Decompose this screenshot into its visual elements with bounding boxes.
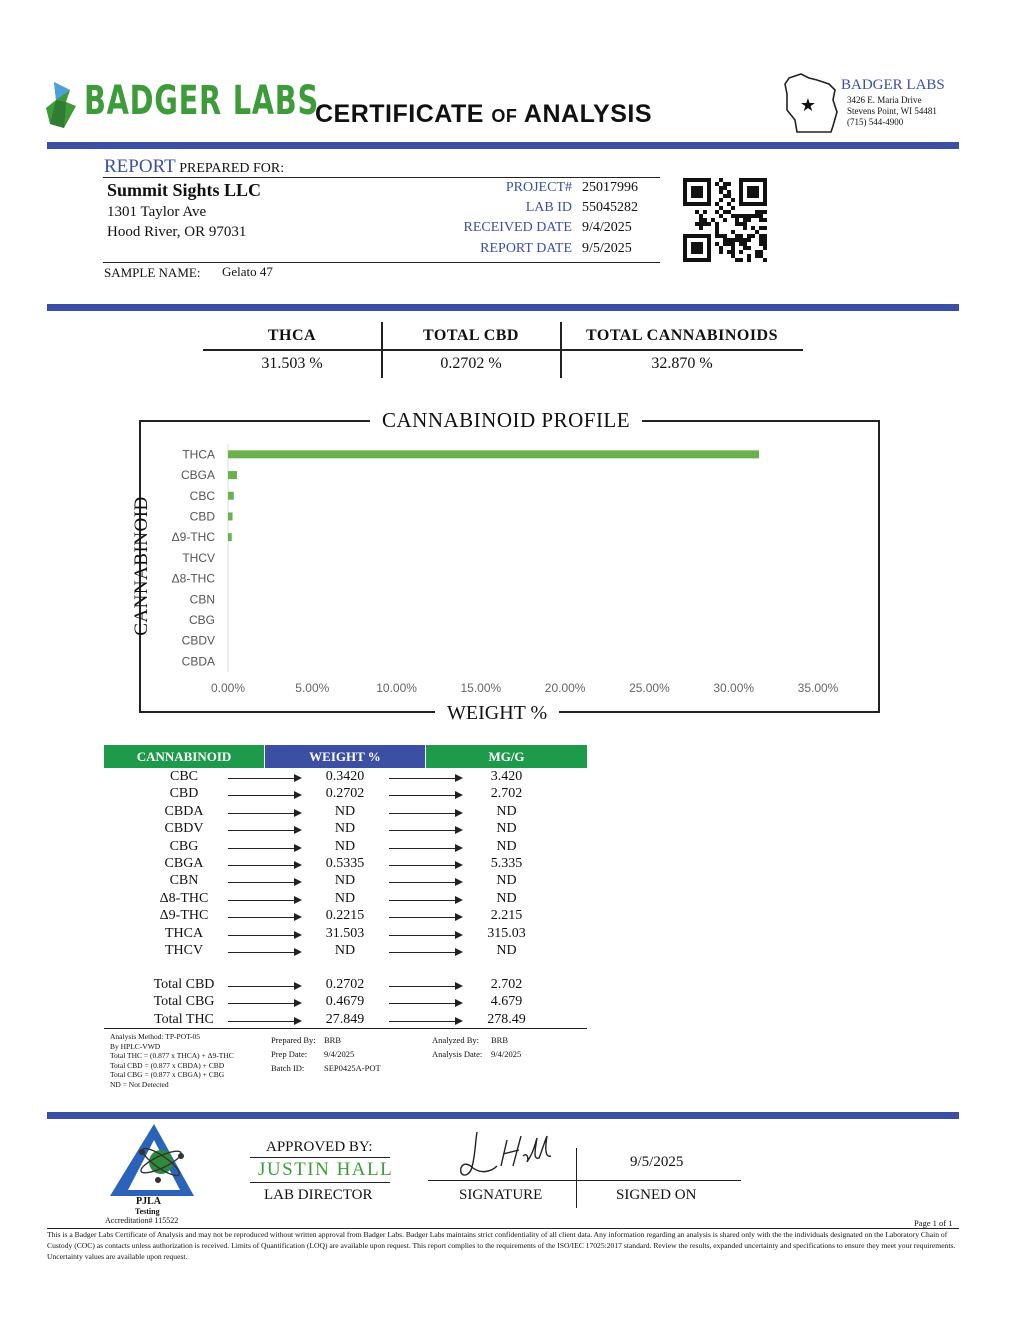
section-divider — [47, 304, 959, 311]
summary-separator — [381, 322, 383, 378]
qr-code-icon[interactable] — [683, 178, 767, 262]
table-row-weight: 0.5335 — [325, 856, 365, 871]
row-arrow-icon — [389, 778, 461, 779]
total-row-mg: 278.49 — [487, 1011, 526, 1027]
lab-id-label: LAB ID — [525, 200, 572, 215]
row-arrow-icon — [389, 865, 461, 866]
total-row-name: Total THC — [154, 1011, 214, 1027]
signed-date: 9/5/2025 — [630, 1154, 684, 1170]
report-underline — [103, 177, 660, 178]
chart-x-tick-label: 30.00% — [713, 681, 755, 695]
chart-bar — [228, 450, 759, 458]
approved-by-label: APPROVED BY: — [266, 1139, 373, 1155]
method-note: Total CBG = (0.877 x CBGA) + CBG — [110, 1070, 225, 1079]
table-row-weight: ND — [334, 943, 356, 958]
row-arrow-icon — [228, 935, 300, 936]
cannabinoid-bar-chart — [150, 440, 870, 700]
signed-on-label: SIGNED ON — [616, 1187, 697, 1203]
project-number-value: 25017996 — [582, 180, 638, 195]
client-address-line2: Hood River, OR 97031 — [107, 224, 247, 240]
row-arrow-icon — [389, 813, 461, 814]
row-arrow-icon — [389, 1003, 461, 1004]
total-row-weight: 0.4679 — [325, 994, 365, 1010]
table-row-mg: 3.420 — [490, 769, 523, 784]
total-row-mg: 4.679 — [490, 994, 523, 1010]
project-number-label: PROJECT# — [505, 180, 572, 195]
report-date-value: 9/5/2025 — [582, 241, 632, 256]
table-row-mg: 315.03 — [487, 925, 526, 941]
legal-disclaimer: This is a Badger Labs Certificate of Analysis and may not be reproduced without written approval from Badger Labs. Badger Labs maintains strict confidentiality of all client data. Any information regarding an analysis is shared only with the the individuals designated on the Laboratory Chain of Custody (COC) as contacts unless authorization is received. Limits of Quantification (LOQ) are available upon request. This report complies to the requirements of the ISO/IEC 17025:2017 standard. Review the results, expanded uncertainty and specifications to ensure they meet your requirements. Uncertainty values are available upon request. — [47, 1230, 956, 1261]
chart-x-tick-label: 20.00% — [544, 681, 586, 695]
lab-address — [847, 95, 937, 128]
client-address-line1: 1301 Taylor Ave — [107, 204, 207, 220]
chart-category-label: CBDV — [181, 633, 215, 648]
chart-category-label: CBGA — [180, 468, 215, 483]
chart-category-label: CBN — [189, 592, 215, 607]
row-arrow-icon — [228, 795, 300, 796]
analyzed-by-label: Analyzed By: — [432, 1035, 479, 1045]
analysis-date-label: Analysis Date: — [432, 1049, 483, 1059]
chart-category-label: CBDA — [181, 654, 215, 669]
header-divider — [47, 142, 959, 149]
prepared-for-label: PREPARED FOR: — [179, 161, 285, 176]
accreditation-number: Accreditation# 115522 — [105, 1216, 179, 1225]
row-arrow-icon — [228, 882, 300, 883]
prepared-by-label: Prepared By: — [271, 1035, 316, 1045]
title-part-analysis: ANALYSIS — [523, 100, 653, 128]
row-arrow-icon — [389, 848, 461, 849]
prepared-by-value: BRB — [324, 1035, 342, 1045]
total-row-weight: 27.849 — [325, 1011, 365, 1027]
table-row-weight: 0.2702 — [325, 786, 365, 802]
chart-category-label: THCA — [182, 447, 215, 462]
chart-category-label: Δ9-THC — [171, 530, 215, 545]
prep-date-value: 9/4/2025 — [324, 1049, 355, 1059]
handwritten-signature-icon — [455, 1126, 555, 1182]
approver-rule — [250, 1182, 390, 1183]
row-arrow-icon — [228, 986, 300, 987]
chart-bar — [228, 492, 234, 500]
badger-labs-logo-icon — [44, 80, 82, 130]
signature-separator — [576, 1148, 577, 1208]
table-row-mg: 2.702 — [490, 786, 523, 802]
brand-name: BADGER LABS — [84, 78, 319, 124]
chart-category-label: THCV — [182, 550, 215, 565]
table-row-mg: 5.335 — [490, 856, 523, 871]
table-row-weight: 0.3420 — [325, 769, 365, 784]
chart-category-label: CBC — [189, 488, 215, 503]
batch-id-label: Batch ID: — [271, 1063, 305, 1073]
row-arrow-icon — [389, 900, 461, 901]
table-row-weight: ND — [334, 821, 356, 837]
table-row-weight: ND — [334, 890, 356, 906]
method-note: ND = Not Detected — [110, 1079, 169, 1089]
row-arrow-icon — [389, 917, 461, 918]
report-info-divider — [103, 262, 660, 263]
received-date-value: 9/4/2025 — [582, 220, 632, 235]
table-row-name: CBDV — [164, 821, 204, 837]
row-arrow-icon — [228, 917, 300, 918]
prep-info — [271, 1033, 381, 1075]
approver-name: JUSTIN HALL — [258, 1159, 394, 1180]
summary-rule — [203, 349, 803, 351]
chart-title: CANNABINOID PROFILE — [370, 408, 642, 433]
table-row-mg: ND — [496, 890, 517, 906]
summary-total-cbd-label: TOTAL CBD — [423, 327, 519, 344]
table-row-name: CBN — [169, 873, 199, 889]
chart-category-label: CBG — [188, 612, 215, 627]
pjla-accreditation-logo-icon — [106, 1122, 198, 1198]
summary-total-cannabinoids-label: TOTAL CANNABINOIDS — [585, 327, 778, 344]
prep-date-label: Prep Date: — [271, 1049, 308, 1059]
chart-bar — [228, 471, 237, 479]
total-row-name: Total CBG — [153, 994, 215, 1010]
table-row-name: THCV — [164, 943, 204, 958]
method-note: Analysis Method: TP-POT-05 — [110, 1032, 201, 1041]
table-header-weight: WEIGHT % — [265, 745, 425, 768]
row-arrow-icon — [228, 848, 300, 849]
report-prepared-for — [104, 156, 284, 178]
table-row-weight: 0.2215 — [325, 908, 365, 924]
lab-address-line: 3426 E. Maria Drive — [847, 95, 922, 105]
approval-divider — [47, 1112, 959, 1119]
table-row-name: CBGA — [164, 856, 204, 871]
row-arrow-icon — [389, 986, 461, 987]
chart-x-tick-label: 5.00% — [295, 681, 330, 695]
row-arrow-icon — [228, 778, 300, 779]
chart-x-tick-label: 25.00% — [629, 681, 670, 695]
table-row-mg: ND — [496, 821, 517, 837]
summary-thca-label: THCA — [267, 327, 317, 344]
row-arrow-icon — [389, 1021, 461, 1022]
row-arrow-icon — [228, 900, 300, 901]
method-note: Total THC = (0.877 x THCA) + Δ9-THC — [110, 1051, 234, 1060]
wisconsin-map-star-icon — [783, 70, 841, 136]
table-row-name: CBDA — [164, 803, 204, 819]
chart-x-tick-label: 15.00% — [460, 681, 502, 695]
table-header-mg: MG/G — [426, 745, 587, 768]
report-date-label: REPORT DATE — [480, 241, 572, 256]
total-row-name: Total CBD — [153, 977, 215, 992]
row-arrow-icon — [389, 935, 461, 936]
summary-total-cannabinoids-value: 32.870 % — [651, 355, 713, 372]
lab-address-line: (715) 544-4900 — [847, 117, 904, 127]
client-name: Summit Sights LLC — [107, 180, 262, 200]
row-arrow-icon — [389, 830, 461, 831]
table-row-name: CBC — [169, 769, 198, 784]
chart-x-tick-label: 0.00% — [210, 681, 246, 695]
analyzed-by-value: BRB — [491, 1035, 509, 1045]
table-row-mg: 2.215 — [490, 908, 523, 924]
table-row-weight: 31.503 — [325, 925, 365, 941]
lab-id-value: 55045282 — [582, 200, 638, 215]
row-arrow-icon — [389, 882, 461, 883]
analysis-info — [432, 1033, 521, 1061]
row-arrow-icon — [228, 813, 300, 814]
approver-rule — [250, 1157, 390, 1158]
table-row-weight: ND — [334, 838, 356, 854]
chart-y-axis-label: CANNABINOID — [131, 496, 152, 636]
table-row-name: Δ9-THC — [159, 908, 209, 924]
row-arrow-icon — [389, 795, 461, 796]
chart-x-tick-label: 35.00% — [797, 681, 839, 695]
table-row-name: Δ8-THC — [159, 890, 209, 906]
received-date-label: RECEIVED DATE — [463, 220, 572, 235]
chart-x-tick-label: 10.00% — [376, 681, 417, 695]
table-row-weight: ND — [334, 873, 356, 889]
table-row-mg: ND — [496, 943, 517, 958]
sample-name-value: Gelato 47 — [222, 264, 273, 279]
table-header-cannabinoid: CANNABINOID — [104, 745, 264, 768]
chart-x-axis-label: WEIGHT % — [435, 702, 559, 725]
chart-bar — [228, 533, 232, 541]
table-row-name: CBD — [169, 786, 199, 802]
summary-separator — [560, 322, 562, 378]
row-arrow-icon — [228, 952, 300, 953]
row-arrow-icon — [228, 865, 300, 866]
table-row-mg: ND — [496, 803, 517, 819]
sample-name-label: SAMPLE NAME: — [104, 265, 201, 280]
document-title — [315, 100, 652, 129]
table-row-mg: ND — [496, 838, 517, 854]
title-part-certificate: CERTIFICATE — [315, 100, 484, 128]
table-row-name: THCA — [164, 925, 204, 941]
chart-category-label: Δ8-THC — [171, 571, 215, 586]
page-number: Page 1 of 1 — [914, 1218, 953, 1228]
batch-id-value: SEP0425A-POT — [324, 1063, 381, 1073]
row-arrow-icon — [228, 1021, 300, 1022]
signature-label: SIGNATURE — [459, 1187, 543, 1203]
chart-category-label: CBD — [189, 509, 215, 524]
summary-total-cbd-value: 0.2702 % — [440, 355, 502, 372]
pjla-name: PJLA — [136, 1196, 161, 1207]
signature-line — [428, 1180, 741, 1181]
table-row-mg: ND — [496, 873, 517, 889]
row-arrow-icon — [228, 1003, 300, 1004]
chart-bar — [228, 512, 233, 520]
lab-name-side: BADGER LABS — [841, 77, 945, 93]
svg-text:★: ★ — [799, 95, 817, 116]
row-arrow-icon — [228, 830, 300, 831]
report-word: REPORT — [104, 156, 176, 177]
table-row-weight: ND — [334, 803, 356, 819]
title-part-of: OF — [491, 106, 518, 126]
summary-thca-value: 31.503 % — [261, 355, 323, 372]
row-arrow-icon — [389, 952, 461, 953]
total-row-mg: 2.702 — [490, 977, 523, 992]
method-note: By HPLC-VWD — [110, 1041, 161, 1051]
approver-role: LAB DIRECTOR — [264, 1187, 373, 1203]
method-notes — [110, 1032, 234, 1089]
table-row-name: CBG — [169, 838, 199, 854]
total-row-weight: 0.2702 — [325, 977, 365, 992]
method-note: Total CBD = (0.877 x CBDA) + CBD — [110, 1060, 225, 1070]
pjla-testing: Testing — [135, 1207, 160, 1216]
analysis-date-value: 9/4/2025 — [491, 1049, 522, 1059]
lab-address-line: Stevens Point, WI 54481 — [847, 106, 937, 116]
table-bottom-rule — [104, 1028, 587, 1029]
